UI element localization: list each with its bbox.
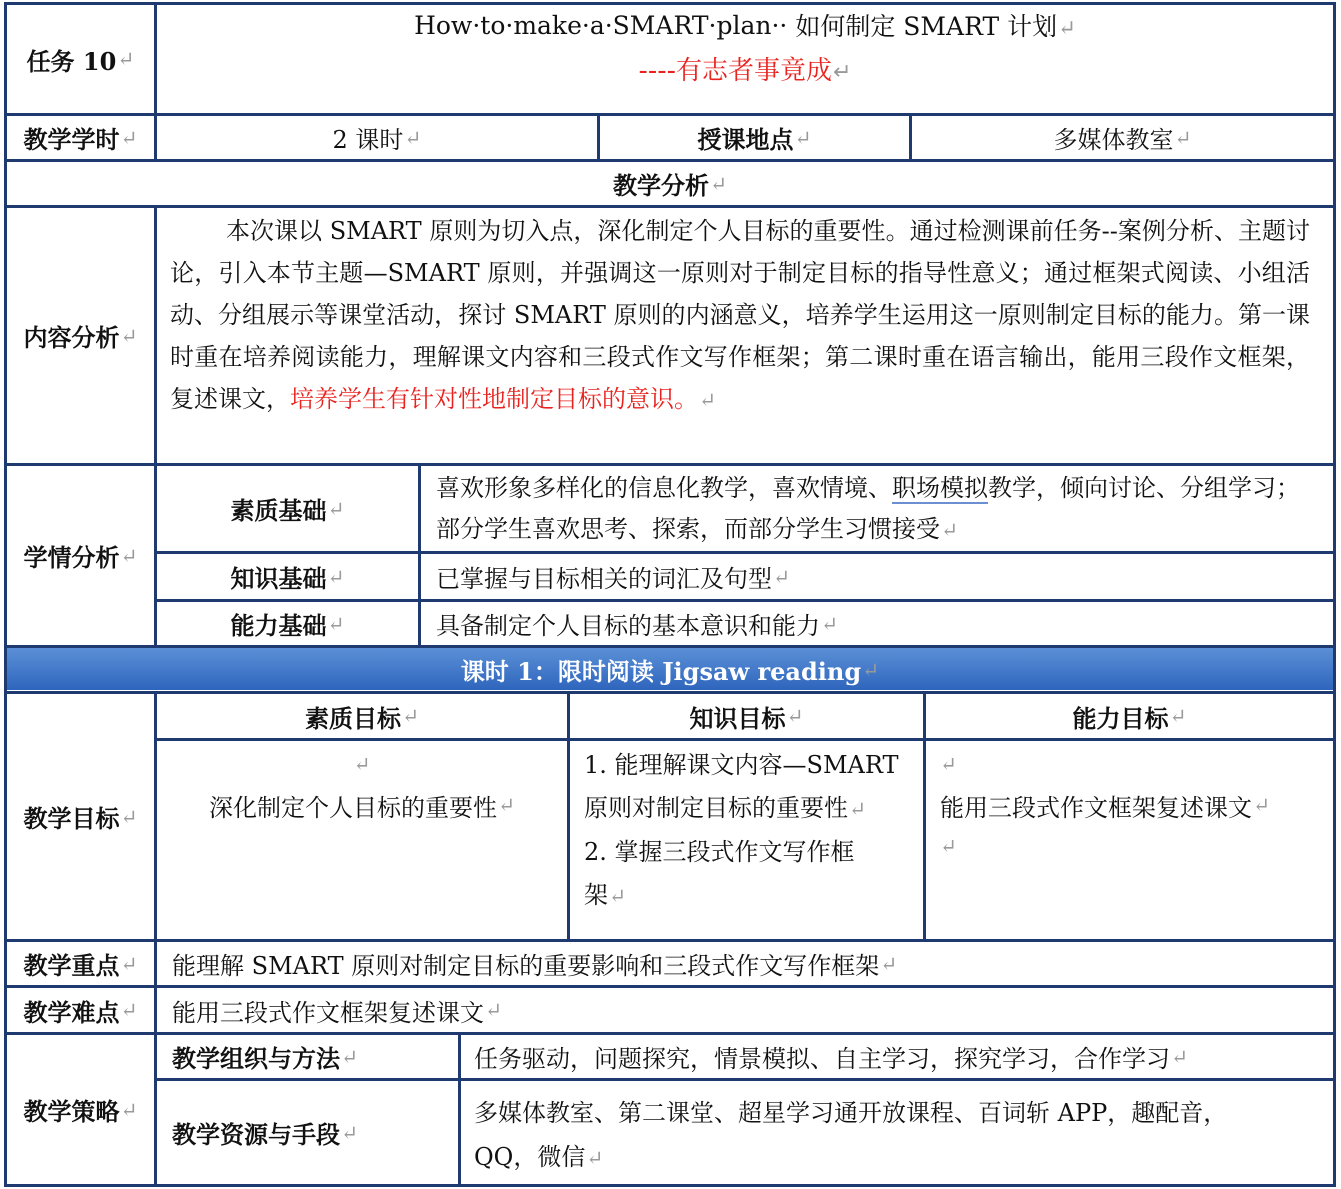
objective-header-ability: 能力目标 ↵: [926, 694, 1333, 738]
learner-analysis-label: 学情分析 ↵: [7, 466, 154, 645]
task-motto-row: [157, 48, 1333, 88]
knowledge-line-3: 2. 掌握三段式作文写作框: [584, 838, 855, 866]
resources-line-1: 多媒体教室、第二课堂、超星学习通开放课程、百词斩 APP，趣配音，: [474, 1099, 1228, 1127]
learner-knowledge-value: 已掌握与目标相关的词汇及句型 ↵: [436, 554, 1316, 599]
hours-value: 2 课时 ↵: [157, 116, 597, 159]
ability-empty-para-2: ↵: [940, 834, 957, 858]
learner-ability-value: 具备制定个人目标的基本意识和能力 ↵: [436, 602, 1316, 645]
learner-ability-label: 能力基础 ↵: [157, 602, 418, 645]
task-title: [157, 5, 1333, 45]
analysis-header: 教学分析 ↵: [7, 162, 1333, 205]
strategy-label: 教学策略 ↵: [7, 1035, 154, 1184]
task-label: 任务 10 ↵: [7, 5, 154, 113]
location-label: 授课地点 ↵: [600, 116, 909, 159]
resources-line-2: QQ，微信 ↵: [474, 1135, 1329, 1180]
content-analysis-text: 本次课以 SMART 原则为切入点，深化制定个人目标的重要性。通过检测课前任务--案例分析、主题讨论，引入本节主题—SMART 原则，并强调这一原则对于制定目标的指导性意义；通过框架式阅读、小组活动、分组展示等课堂活动，探讨 SMART 原则的内涵意义，培养学生运用这一原则制定目标的能力。第一课时重在培养阅读能力，理解课文内容和三段式作文写作框架；第二课时重在语言输出，能用三段作文框架，复述课文，: [170, 217, 1310, 413]
strategy-resources-value: [474, 1091, 1329, 1180]
task-title-zh: 如何制定 SMART 计划 ↵: [795, 7, 1076, 43]
key-points-value: 能理解 SMART 原则对制定目标的重要影响和三段式作文写作框架 ↵: [172, 942, 1322, 985]
objective-knowledge-value: [584, 744, 919, 918]
knowledge-line-2: 原则对制定目标的重要性 ↵: [584, 787, 919, 831]
knowledge-line-1: 1. 能理解课文内容—SMART: [584, 751, 899, 779]
learner-quality-link: 职场模拟: [892, 474, 988, 502]
difficulties-value: 能用三段式作文框架复述课文 ↵: [172, 988, 1322, 1032]
learner-quality-value: [436, 468, 1316, 551]
knowledge-line-4: 架 ↵: [584, 874, 919, 918]
task-motto: ----有志者事竟成 ↵: [638, 50, 851, 87]
learner-quality-text-pre: 喜欢形象多样化的信息化教学，喜欢情境、: [436, 474, 892, 502]
objectives-label: 教学目标 ↵: [7, 694, 154, 939]
difficulties-label: 教学难点 ↵: [7, 988, 154, 1032]
objective-header-knowledge: 知识目标 ↵: [570, 694, 923, 738]
content-analysis-label: 内容分析 ↵: [7, 208, 154, 463]
learner-knowledge-label: 知识基础 ↵: [157, 554, 418, 599]
task-title-en: How·to·make·a·SMART·plan··: [414, 10, 788, 40]
objective-ability-value: 能用三段式作文框架复述课文 ↵: [940, 784, 1332, 826]
objective-quality-value: 深化制定个人目标的重要性 ↵: [157, 784, 567, 826]
key-points-label: 教学重点 ↵: [7, 942, 154, 985]
strategy-methods-value: 任务驱动，问题探究，情景模拟、自主学习，探究学习，合作学习 ↵: [474, 1035, 1329, 1078]
objective-header-quality: 素质目标 ↵: [157, 694, 567, 738]
location-value: 多媒体教室 ↵: [912, 116, 1333, 159]
learner-quality-text-post: 教学，倾向讨论、分组学习；部分学生喜欢思考、探索，而部分学生习惯接受 ↵: [436, 474, 1300, 543]
learner-quality-label: 素质基础 ↵: [157, 466, 418, 551]
lesson1-band-text: 课时 1：限时阅读 Jigsaw reading ↵: [7, 648, 1333, 691]
content-analysis-body: [170, 210, 1310, 462]
ability-empty-para-1: ↵: [940, 752, 957, 776]
hours-label: 教学学时 ↵: [7, 116, 154, 159]
strategy-methods-label: 教学组织与方法 ↵: [172, 1035, 458, 1078]
strategy-resources-label: 教学资源与手段 ↵: [172, 1081, 458, 1184]
quality-empty-para: ↵: [353, 752, 371, 776]
content-analysis-highlight: 培养学生有针对性地制定目标的意识。 ↵: [290, 385, 716, 413]
